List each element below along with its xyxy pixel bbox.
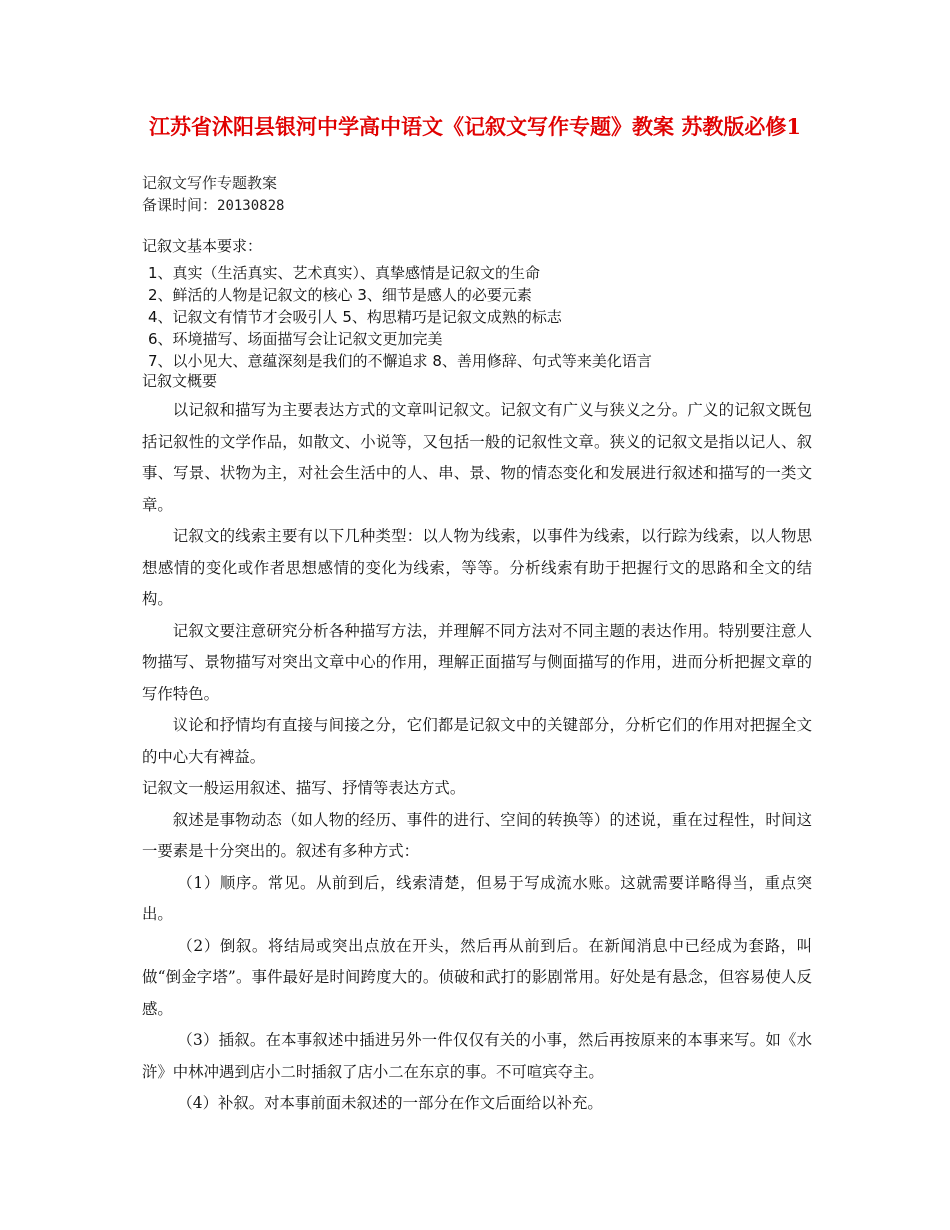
requirement-item: 6、环境描写、场面描写会让记叙文更加完美 [148,330,443,348]
narration-intro: 叙述是事物动态（如人物的经历、事件的进行、空间的转换等）的述说，重在过程性，时间这一要素是十分突出的。叙述有多种方式： [142,810,812,860]
narration-type: （4）补叙。对本事前面未叙述的一部分在作文后面给以补充。 [177,1094,603,1112]
paragraph: 议论和抒情均有直接与间接之分，它们都是记叙文中的关键部分，分析它们的作用对把握全文的中心大有裨益。 [142,716,812,766]
page-title: 江苏省沭阳县银河中学高中语文《记叙文写作专题》教案 苏教版必修1 [149,114,801,139]
paragraph: 以记叙和描写为主要表达方式的文章叫记叙文。记叙文有广义与狭义之分。广义的记叙文既包括记叙性的文学作品，如散文、小说等，又包括一般的记叙性文章。狭义的记叙文是指以记人、叙事、写景、状物为主，对社会生活中的人、串、景、物的情态变化和发展进行叙述和描写的一类文章。 [142,401,812,514]
paragraph: 记叙文的线索主要有以下几种类型：以人物为线索，以事件为线索，以行踪为线索，以人物思想感情的变化或作者思想感情的变化为线索，等等。分析线索有助于把握行文的思路和全文的结构。 [142,527,812,608]
scanned-header [142,172,284,217]
plan-title: 记叙文写作专题教案 [142,174,278,192]
requirements-list [148,262,652,372]
narration-type: （1）顺序。常见。从前到后，线索清楚，但易于写成流水账。这就需要详略得当，重点突出。 [142,873,812,923]
methods-label: 记叙文一般运用叙述、描写、抒情等表达方式。 [142,779,466,797]
requirements-label: 记叙文基本要求： [142,237,263,255]
requirement-item: 4、记叙文有情节才会吸引人 5、构思精巧是记叙文成熟的标志 [148,308,562,326]
requirement-item: 7、以小见大、意蕴深刻是我们的不懈追求 8、善用修辞、句式等来美化语言 [148,352,652,370]
requirement-item: 1、真实（生活真实、艺术真实）、真挚感情是记叙文的生命 [148,264,541,282]
prep-time [142,194,284,217]
body-text [142,395,812,1120]
narration-type: （2）倒叙。将结局或突出点放在开头，然后再从前到后。在新闻消息中已经成为套路，叫做“倒金字塔”。事件最好是时间跨度大的。侦破和武打的影剧常用。好处是有悬念，但容易使人反感。 [142,936,812,1018]
prep-date: 20130828 [217,198,285,214]
prep-time-label: 备课时间： [142,196,218,214]
paragraph: 记叙文要注意研究分析各种描写方法，并理解不同方法对不同主题的表达作用。特别要注意人物描写、景物描写对突出文章中心的作用，理解正面描写与侧面描写的作用，进而分析把握文章的写作特色。 [142,621,812,703]
narration-type: （3）插叙。在本事叙述中插进另外一件仅仅有关的小事，然后再按原来的本事来写。如《水浒》中林冲遇到店小二时插叙了店小二在东京的事。不可喧宾夺主。 [142,1031,812,1081]
requirement-item: 2、鲜活的人物是记叙文的核心 3、细节是感人的必要元素 [148,286,532,304]
overview-label: 记叙文概要 [142,372,218,390]
